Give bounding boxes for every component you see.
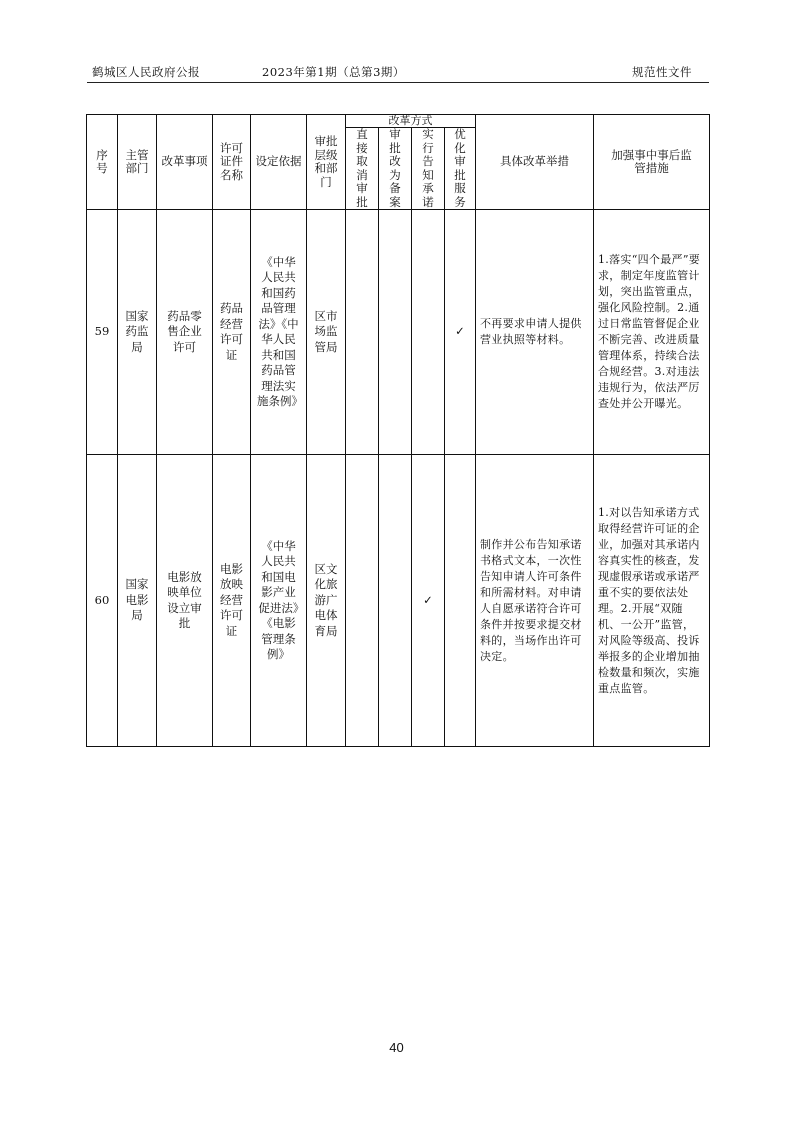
- table-row: [87, 455, 710, 747]
- header-section: 规范性文件: [632, 65, 692, 79]
- col-m3-header: 实行告知承诺: [412, 128, 445, 210]
- cell-seq: 59: [87, 210, 118, 455]
- header-row-group: [87, 115, 710, 128]
- page-number: 40: [389, 1040, 404, 1055]
- cell-level: 区市场监管局: [307, 210, 346, 455]
- cell-license: 电影放映经营许可证: [213, 455, 251, 747]
- cell-measures: 制作并公布告知承诺书格式文本，一次性告知申请人许可条件和所需材料。对申请人自愿承诺符合许可条件并按要求提交材料的，当场作出许可决定。: [476, 455, 594, 747]
- header-publication: 鹤城区人民政府公报: [92, 65, 200, 79]
- col-supervision-header: 加强事中事后监管措施: [594, 115, 710, 210]
- cell-level: 区文化旅游广电体育局: [307, 455, 346, 747]
- cell-m2: [379, 210, 412, 455]
- col-measures-header: 具体改革举措: [476, 115, 594, 210]
- cell-m4-checkmark: ✓: [445, 210, 476, 455]
- cell-dept: 国家电影局: [118, 455, 157, 747]
- reform-table: [86, 114, 710, 747]
- cell-license: 药品经营许可证: [213, 210, 251, 455]
- cell-measures: 不再要求申请人提供营业执照等材料。: [476, 210, 594, 455]
- col-m1-header: 直接取消审批: [346, 128, 379, 210]
- cell-supervision: 1.对以告知承诺方式取得经营许可证的企业，加强对其承诺内容真实性的核查，发现虚假承诺或承诺严重不实的要依法处理。2.开展“双随机、一公开”监管，对风险等级高、投诉举报多的企业增加抽检数量和频次，实施重点监管。: [594, 455, 710, 747]
- cell-m1: [346, 455, 379, 747]
- cell-m3: [412, 210, 445, 455]
- cell-m4: [445, 455, 476, 747]
- cell-m3-checkmark: ✓: [412, 455, 445, 747]
- cell-item: 电影放映单位设立审批: [157, 455, 213, 747]
- header-rule: [87, 82, 709, 83]
- cell-basis: 《中华人民共和国药品管理法》《中华人民共和国药品管理法实施条例》: [251, 210, 307, 455]
- cell-m2: [379, 455, 412, 747]
- col-basis-header: 设定依据: [251, 115, 307, 210]
- col-m4-header: 优化审批服务: [445, 128, 476, 210]
- col-seq-header: 序号: [87, 115, 118, 210]
- cell-seq: 60: [87, 455, 118, 747]
- cell-basis: 《中华人民共和国电影产业促进法》《电影管理条例》: [251, 455, 307, 747]
- col-dept-header: 主管部门: [118, 115, 157, 210]
- col-license-header: 许可证件名称: [213, 115, 251, 210]
- cell-m1: [346, 210, 379, 455]
- col-m2-header: 审批改为备案: [379, 128, 412, 210]
- col-level-header: 审批层级和部门: [307, 115, 346, 210]
- group-header-reform-methods: 改革方式: [346, 115, 476, 128]
- header-issue: 2023年第1期（总第3期）: [262, 65, 405, 79]
- table-row: [87, 210, 710, 455]
- cell-item: 药品零售企业许可: [157, 210, 213, 455]
- cell-supervision: 1.落实“四个最严”要求，制定年度监管计划，突出监管重点，强化风险控制。2.通过日常监管督促企业不断完善、改进质量管理体系，持续合法合规经营。3.对违法违规行为，依法严厉查处并公开曝光。: [594, 210, 710, 455]
- col-item-header: 改革事项: [157, 115, 213, 210]
- cell-dept: 国家药监局: [118, 210, 157, 455]
